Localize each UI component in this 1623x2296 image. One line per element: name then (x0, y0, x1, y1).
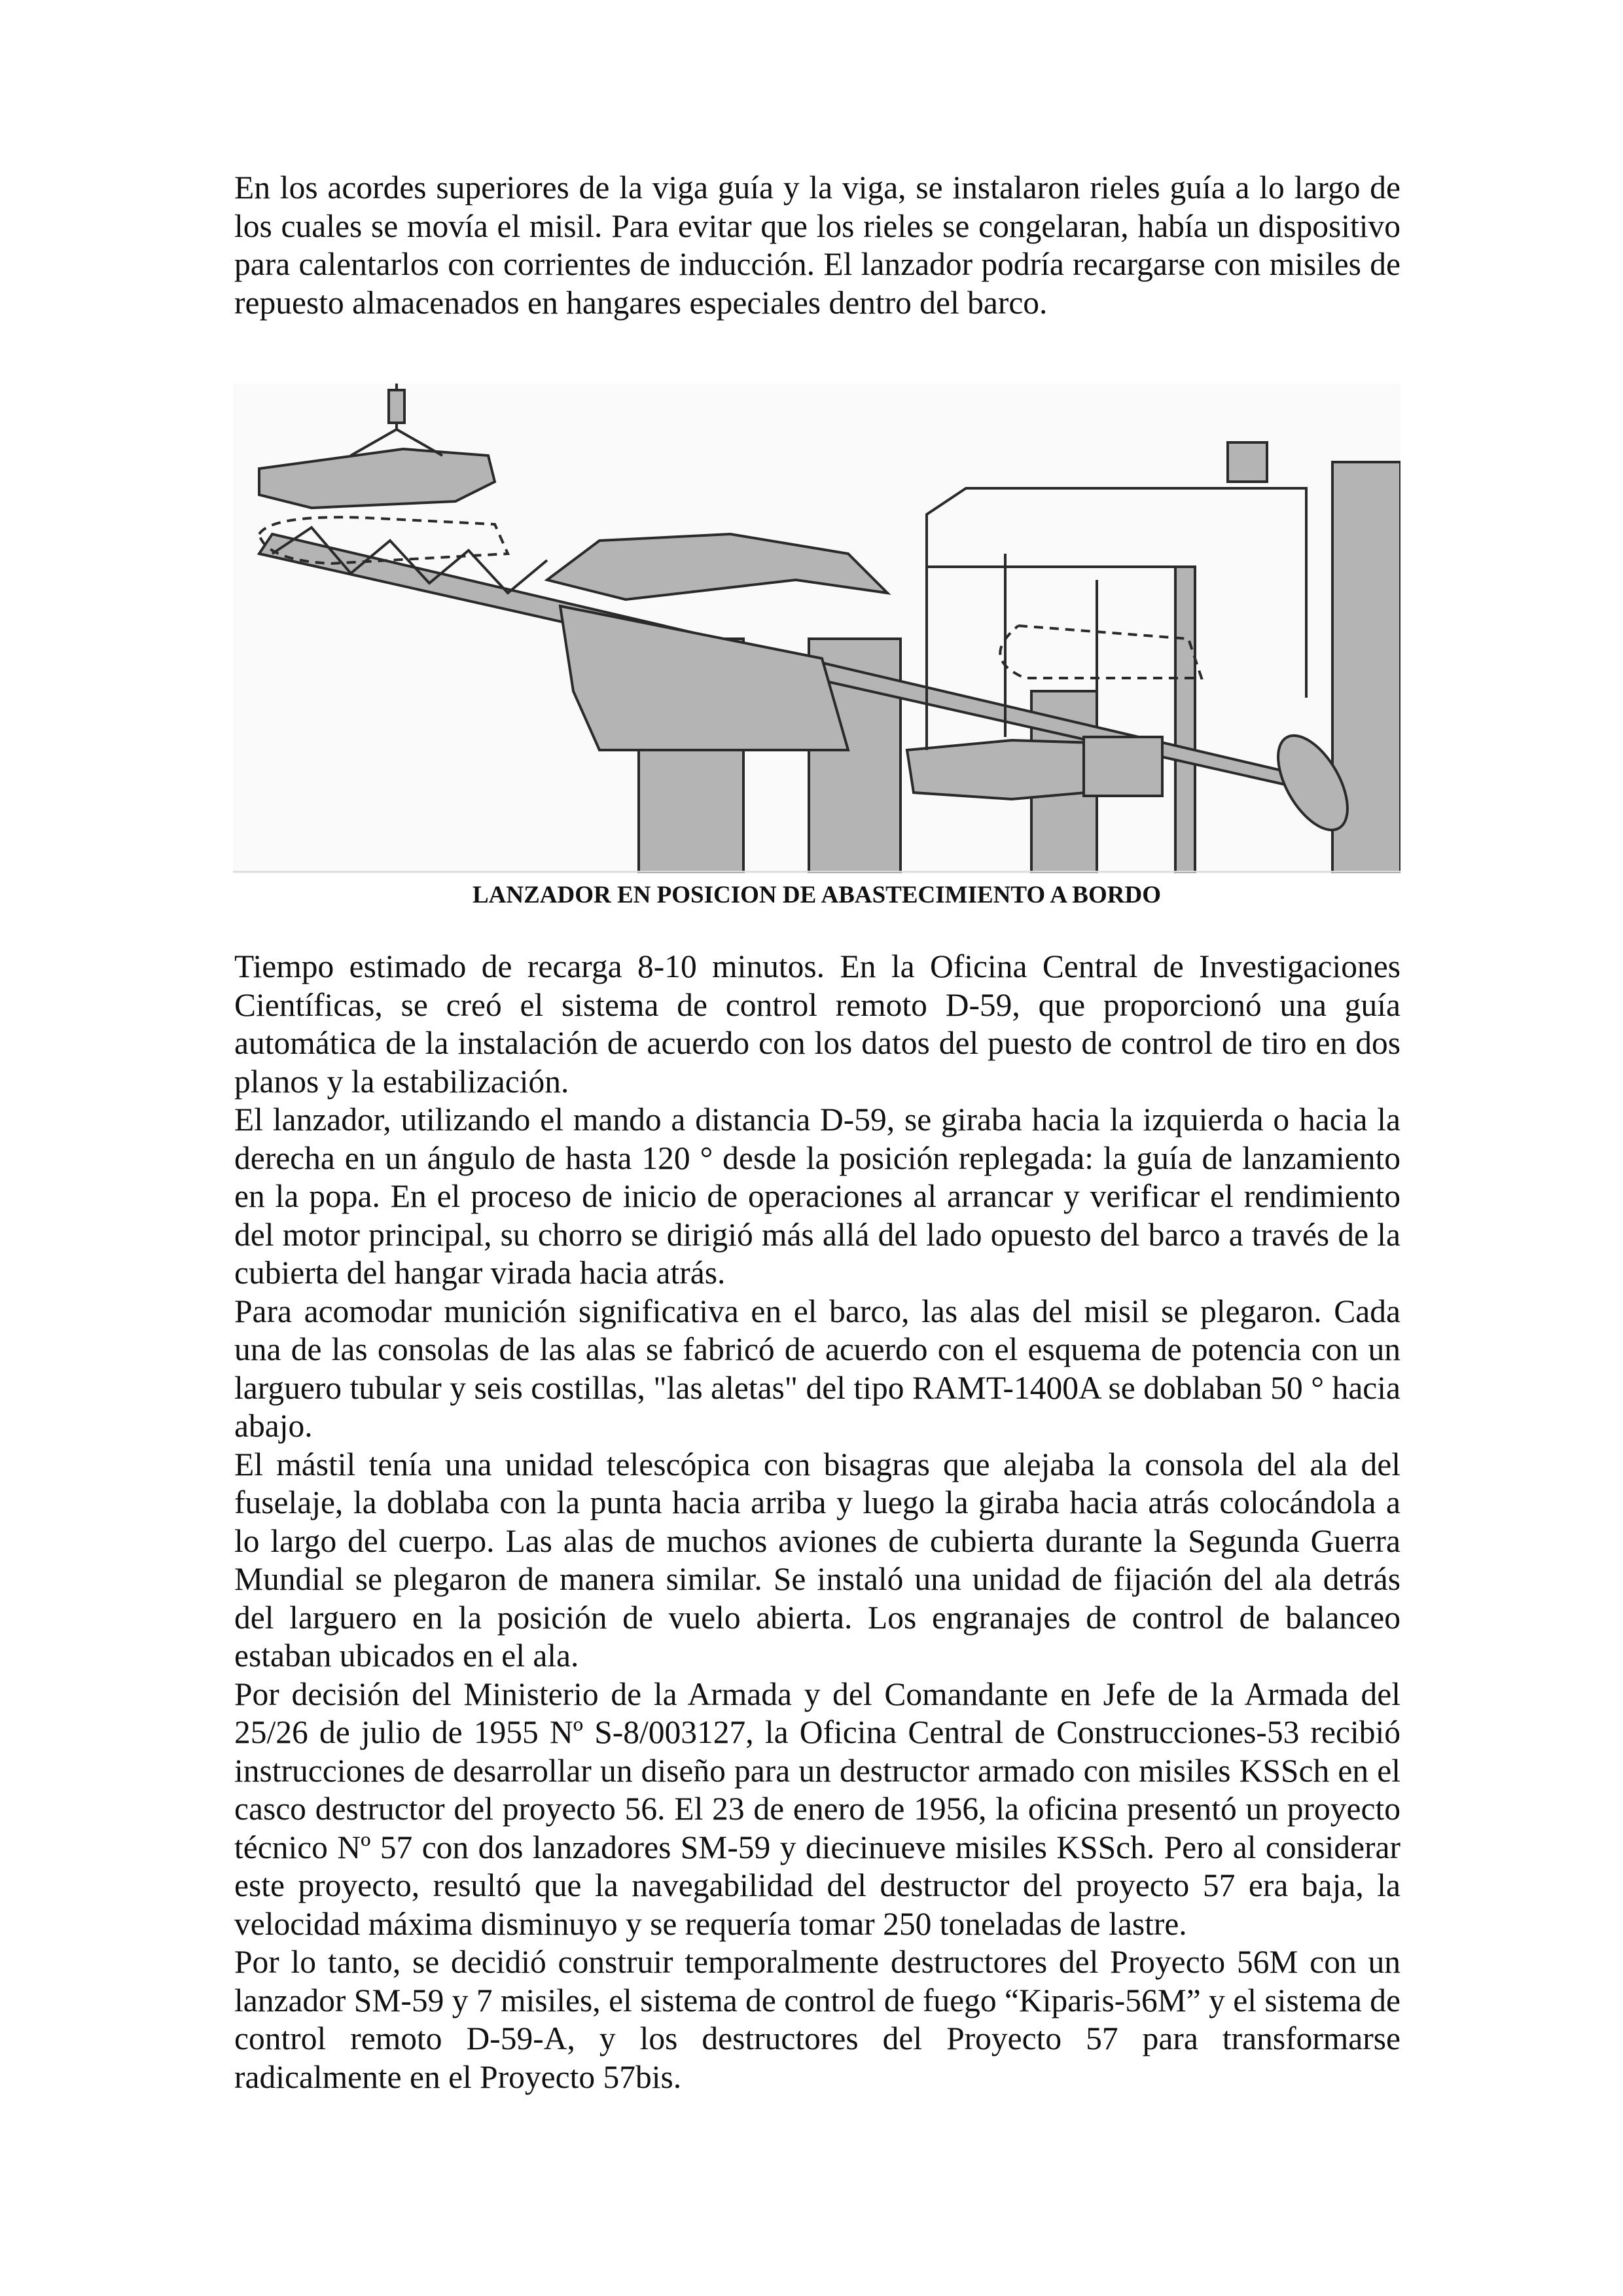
paragraph: Para acomodar munición significativa en el barco, las alas del misil se plegaron. Cada una de las consolas de las alas se fabricó de acuerdo con el esquema de potencia con un larguero tubular y seis costillas, "las aletas" del tipo RAMT-1400A se doblaban 50 ° hacia abajo. (234, 1293, 1400, 1444)
paragraph: En los acordes superiores de la viga guía y la viga, se instalaron rieles guía a lo largo de los cuales se movía el misil. Para evitar que los rieles se congelaran, había un dispositivo para calentarlos con corrientes de inducción. El lanzador podría recargarse con misiles de repuesto almacenados en hangares especiales dentro del barco. (234, 170, 1400, 321)
body-text (234, 948, 1400, 2096)
figure-caption: LANZADOR EN POSICION DE ABASTECIMIENTO A BORDO (473, 882, 1161, 908)
launcher-diagram (233, 384, 1400, 873)
paragraph: Por decisión del Ministerio de la Armada y del Comandante en Jefe de la Armada del 25/26 de julio de 1955 Nº S-8/003127, la Oficina Central de Construcciones-53 recibió instrucciones de desarrollar un diseño para un destructor armado con misiles KSSch en el casco destructor del proyecto 56. El 23 de enero de 1956, la oficina presentó un proyecto técnico Nº 57 con dos lanzadores SM-59 y diecinueve misiles KSSch. Pero al considerar este proyecto, resultó que la navegabilidad del destructor del proyecto 57 era baja, la velocidad máxima disminuyo y se requería tomar 250 toneladas de lastre. (234, 1676, 1400, 1942)
paragraph: El mástil tenía una unidad telescópica con bisagras que alejaba la consola del ala del fuselaje, la doblaba con la punta hacia arriba y luego la giraba hacia atrás colocándola a lo largo del cuerpo. Las alas de muchos aviones de cubierta durante la Segunda Guerra Mundial se plegaron de manera similar. Se instaló una unidad de fijación del ala detrás del larguero en la posición de vuelo abierta. Los engranajes de control de balanceo estaban ubicados en el ala. (234, 1446, 1400, 1674)
paragraph: Por lo tanto, se decidió construir temporalmente destructores del Proyecto 56M con un lanzador SM-59 y 7 misiles, el sistema de control de fuego “Kiparis-56M” y el sistema de control remoto D-59-A, y los destructores del Proyecto 57 para transformarse radicalmente en el Proyecto 57bis. (234, 1944, 1400, 2095)
paragraph: El lanzador, utilizando el mando a distancia D-59, se giraba hacia la izquierda o hacia la derecha en un ángulo de hasta 120 ° desde la posición replegada: la guía de lanzamiento en la popa. En el proceso de inicio de operaciones al arrancar y verificar el rendimiento del motor principal, su chorro se dirigió más allá del lado opuesto del barco a través de la cubierta del hangar virada hacia atrás. (234, 1102, 1400, 1291)
launcher-diagram-illustration (233, 384, 1400, 873)
paragraph: Tiempo estimado de recarga 8-10 minutos. En la Oficina Central de Investigaciones Científicas, se creó el sistema de control remoto D-59, que proporcionó una guía automática de la instalación de acuerdo con los datos del puesto de control de tiro en dos planos y la estabilización. (234, 948, 1400, 1100)
intro-paragraph-block (234, 169, 1400, 322)
